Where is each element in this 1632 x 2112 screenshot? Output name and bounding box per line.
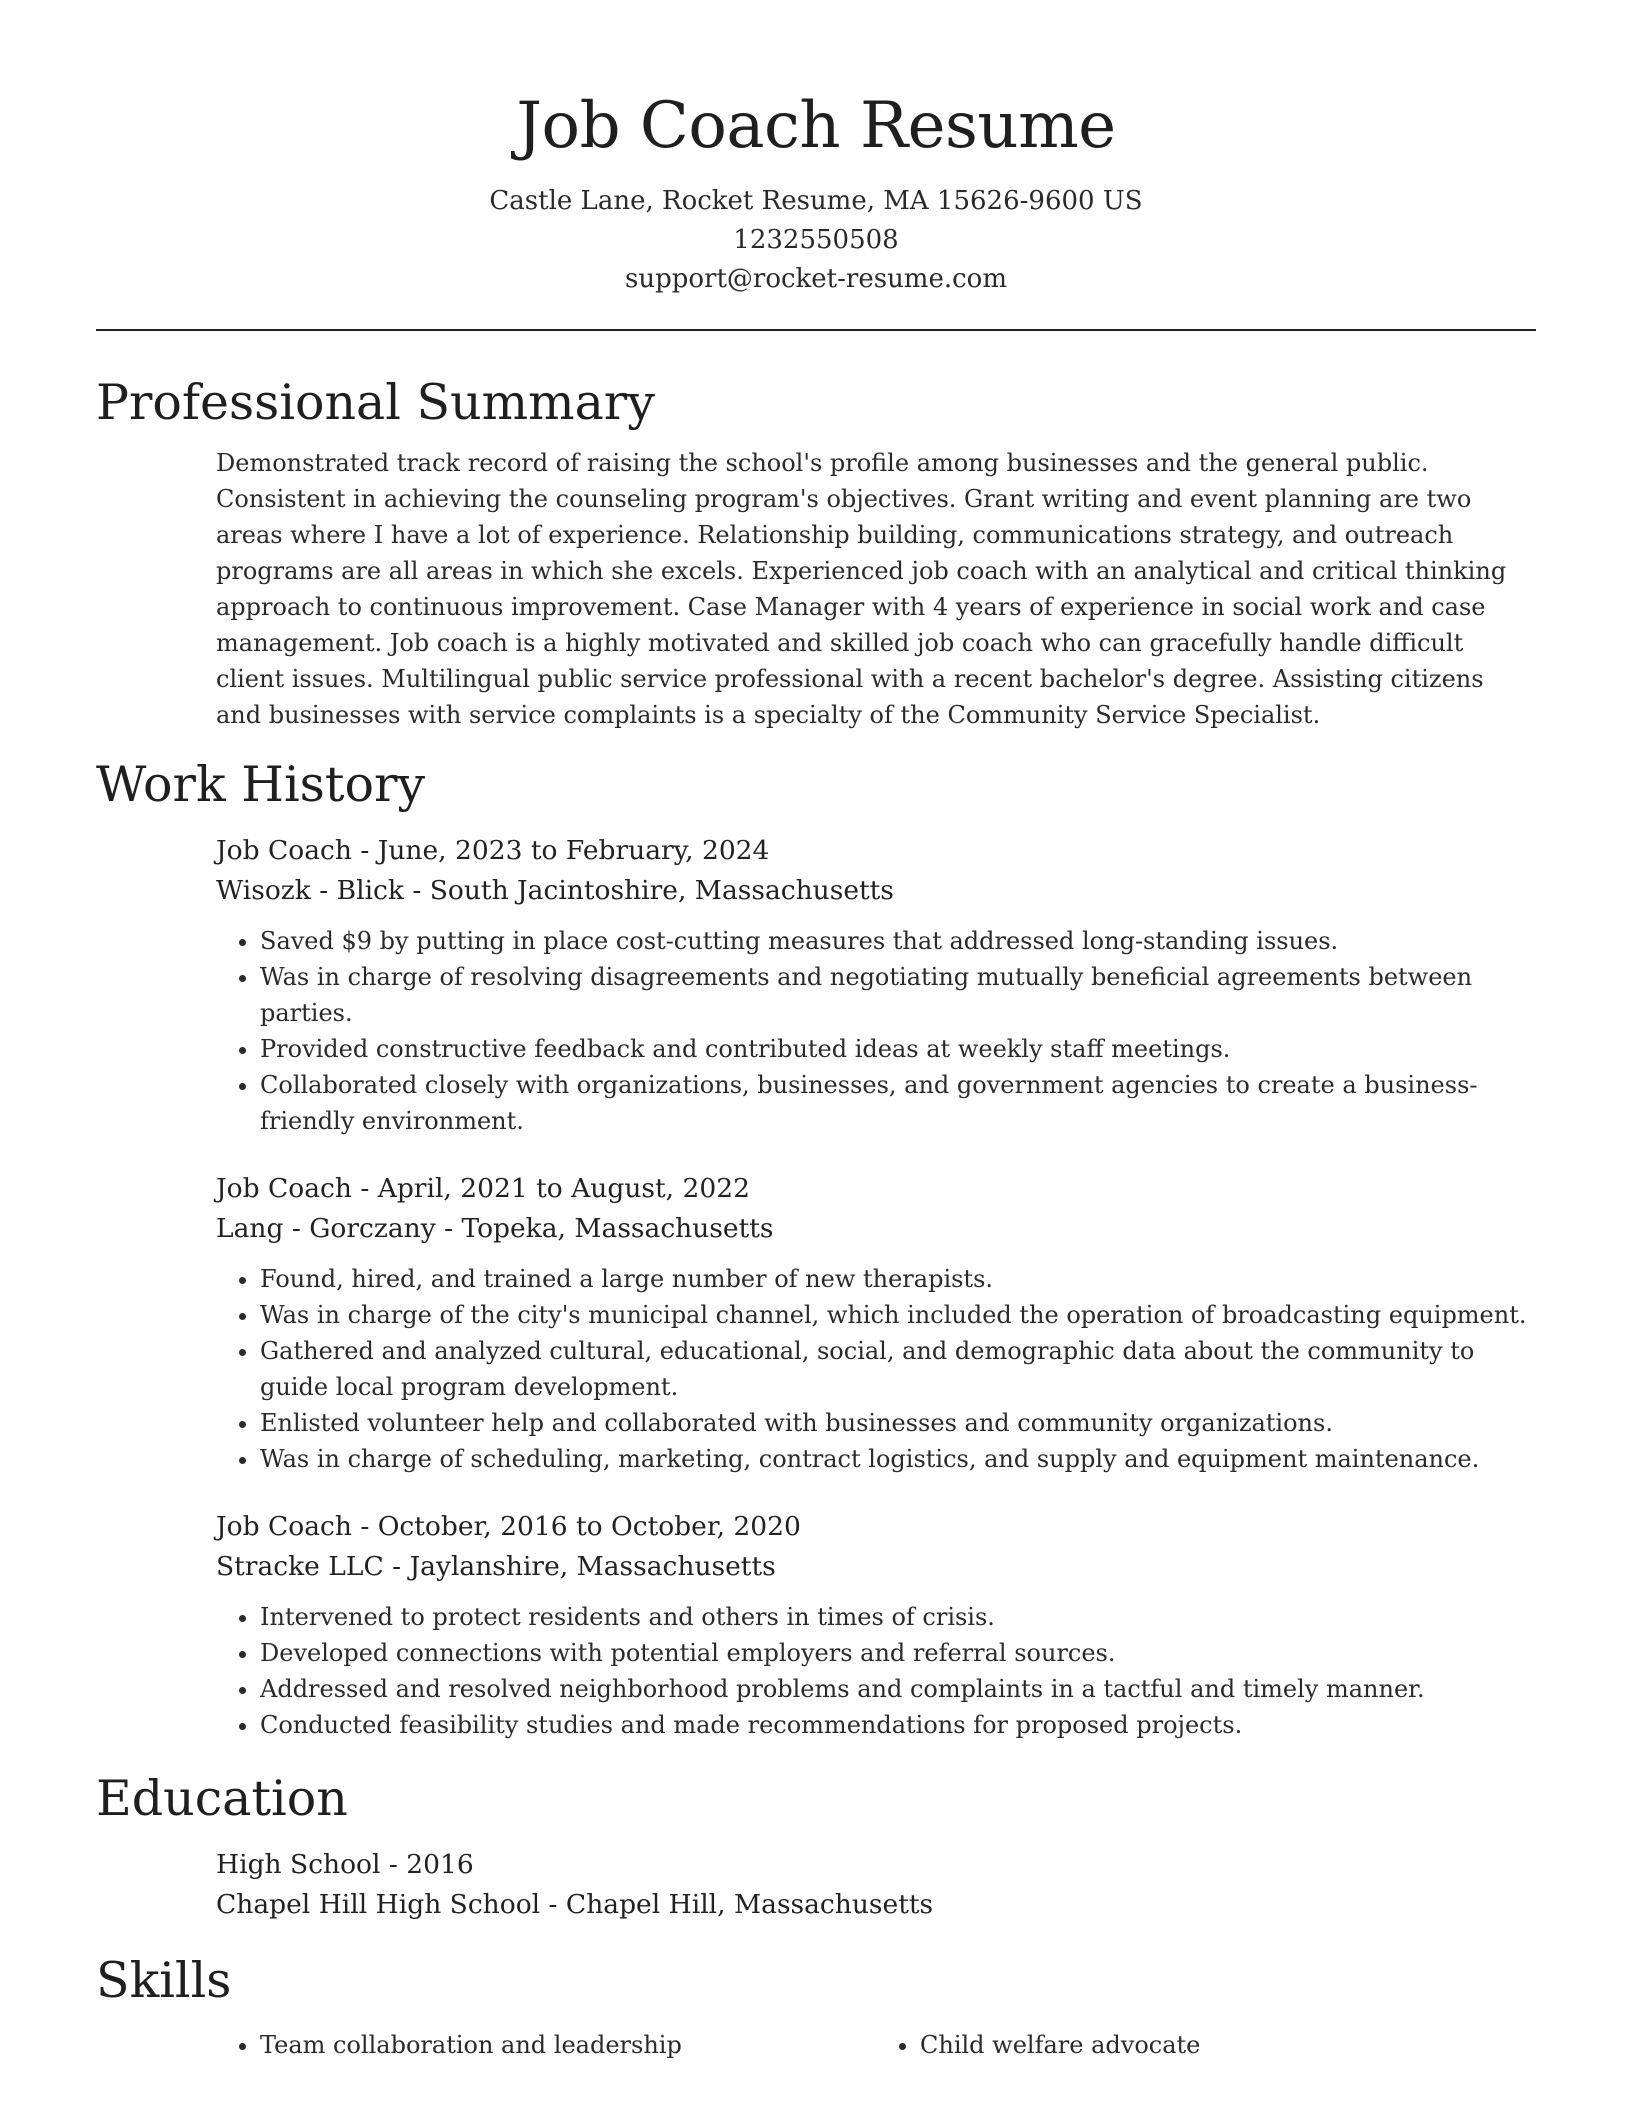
resume-header [96,0,1536,299]
job-bullet: • Saved $9 by putting in place cost-cutting measures that addressed long-standing issues. [260,923,1536,959]
job-bullet: • Collaborated closely with organizations, businesses, and government agencies to create a business-friendly environment. [260,1067,1536,1139]
job-employer-line: Wisozk - Blick - South Jacintoshire, Massachusetts [216,875,894,906]
job-bullet: • Conducted feasibility studies and made recommendations for proposed projects. [260,1707,1536,1743]
work-history-heading: Work History [96,756,426,813]
summary-text: Demonstrated track record of raising the school's profile among businesses and the general public. Consistent in achieving the counseling program's objectives. Grant writing and event planning are two areas where I have a lot of experience. Relationship building, communications strategy, and outreach programs are all areas in which she excels. Experienced job coach with an analytical and critical thinking approach to continuous improvement. Case Manager with 4 years of experience in social work and case management. Job coach is a highly motivated and skilled job coach who can gracefully handle difficult client issues. Multilingual public service professional with a recent bachelor's degree. Assisting citizens and businesses with service complaints is a specialty of the Community Service Specialist. [216,449,1507,729]
education-school-line: Chapel Hill High School - Chapel Hill, Massachusetts [216,1889,934,1920]
contact-phone: 1232550508 [733,225,899,255]
job-entry [216,1507,1536,1743]
education-degree-line: High School - 2016 [216,1849,474,1880]
job-bullet: • Enlisted volunteer help and collaborated with businesses and community organizations. [260,1405,1536,1441]
job-bullets [216,1599,1536,1743]
job-bullets [216,923,1536,1139]
job-bullet: • Developed connections with potential employers and referral sources. [260,1635,1536,1671]
job-bullet: • Found, hired, and trained a large number of new therapists. [260,1261,1536,1297]
contact-address: Castle Lane, Rocket Resume, MA 15626-9600 US [489,186,1143,216]
job-title-line: Job Coach - October, 2016 to October, 2020 [216,1511,801,1542]
skills-heading: Skills [96,1952,232,2009]
summary-heading: Professional Summary [96,374,655,431]
job-bullets [216,1261,1536,1477]
job-bullet: • Provided constructive feedback and contributed ideas at weekly staff meetings. [260,1031,1536,1067]
resume-page [96,0,1536,2063]
skills-column-right [876,2027,1536,2063]
job-title-line: Job Coach - June, 2023 to February, 2024 [216,835,770,866]
job-title-line: Job Coach - April, 2021 to August, 2022 [216,1173,750,1204]
job-entry [216,831,1536,1139]
job-bullet: • Addressed and resolved neighborhood problems and complaints in a tactful and timely manner. [260,1671,1536,1707]
contact-block [96,182,1536,299]
job-entry [216,1169,1536,1477]
job-employer-line: Lang - Gorczany - Topeka, Massachusetts [216,1213,774,1244]
job-bullet: • Was in charge of resolving disagreements and negotiating mutually beneficial agreements between parties. [260,959,1536,1031]
job-employer-line: Stracke LLC - Jaylanshire, Massachusetts [216,1551,776,1582]
skill-item: • Team collaboration and leadership [260,2027,876,2063]
work-history-section [96,753,1536,1743]
education-section [96,1767,1536,1925]
skills-column-left [216,2027,876,2063]
job-bullet: • Was in charge of scheduling, marketing, contract logistics, and supply and equipment maintenance. [260,1441,1536,1477]
header-divider [96,329,1536,331]
job-bullet: • Gathered and analyzed cultural, educational, social, and demographic data about the community to guide local program development. [260,1333,1536,1405]
skill-item: • Child welfare advocate [920,2027,1536,2063]
professional-summary-section [96,371,1536,733]
contact-email: support@rocket-resume.com [624,264,1007,294]
job-bullet: • Intervened to protect residents and others in times of crisis. [260,1599,1536,1635]
skills-section [96,1949,1536,2063]
education-heading: Education [96,1770,348,1827]
job-bullet: • Was in charge of the city's municipal channel, which included the operation of broadcasting equipment. [260,1297,1536,1333]
resume-title: Job Coach Resume [516,89,1116,163]
skills-columns [216,2027,1536,2063]
